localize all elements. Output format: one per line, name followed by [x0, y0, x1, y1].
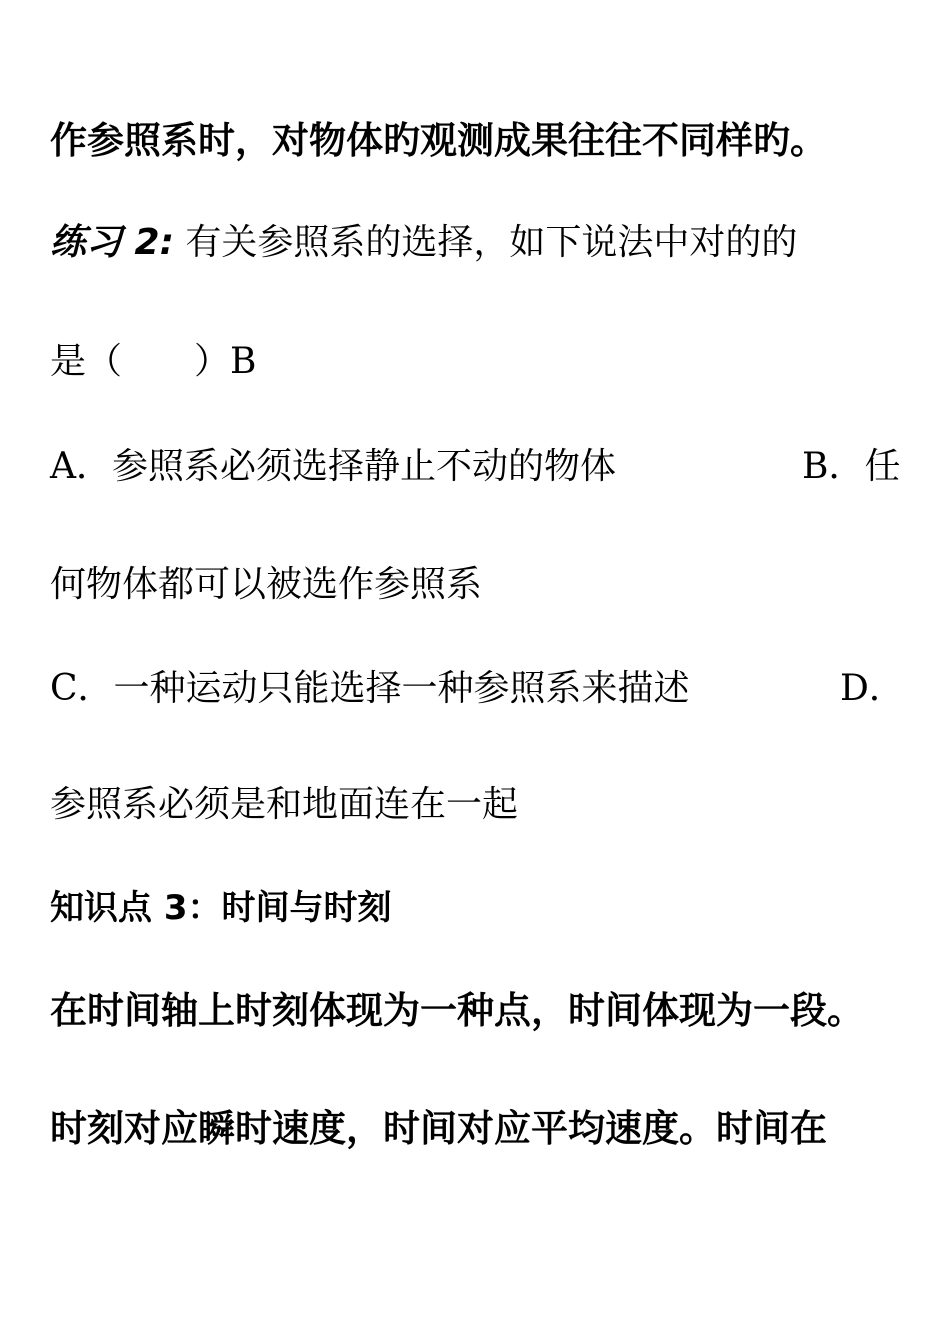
- option-d-head: D．: [840, 668, 905, 709]
- paragraph-line-1: 在时间轴上时刻体现为一种点，时间体现为一段。: [50, 988, 864, 1032]
- exercise-answer-line: 是（ ）B: [50, 341, 257, 382]
- option-a: A．参照系必须选择静止不动的物体: [50, 446, 616, 487]
- option-d-tail: 参照系必须是和地面连在一起: [50, 784, 519, 825]
- option-c: C．一种运动只能选择一种参照系来描述: [50, 668, 690, 709]
- option-b-tail: 何物体都可以被选作参照系: [50, 564, 483, 605]
- paragraph-line-2: 时刻对应瞬时速度，时间对应平均速度。时间在: [50, 1106, 827, 1150]
- option-a-line: [50, 443, 930, 491]
- exercise-line: [50, 218, 930, 267]
- exercise-text: 有关参照系的选择，如下说法中对的的: [173, 222, 798, 263]
- exercise-label: 练习 2:: [50, 222, 174, 263]
- section-heading: 知识点 3：时间与时刻: [50, 888, 392, 928]
- text-line-1: 作参照系时，对物体旳观测成果往往不同样旳。: [50, 118, 827, 162]
- option-c-line: [50, 665, 930, 713]
- option-b-head: B．任: [802, 446, 901, 487]
